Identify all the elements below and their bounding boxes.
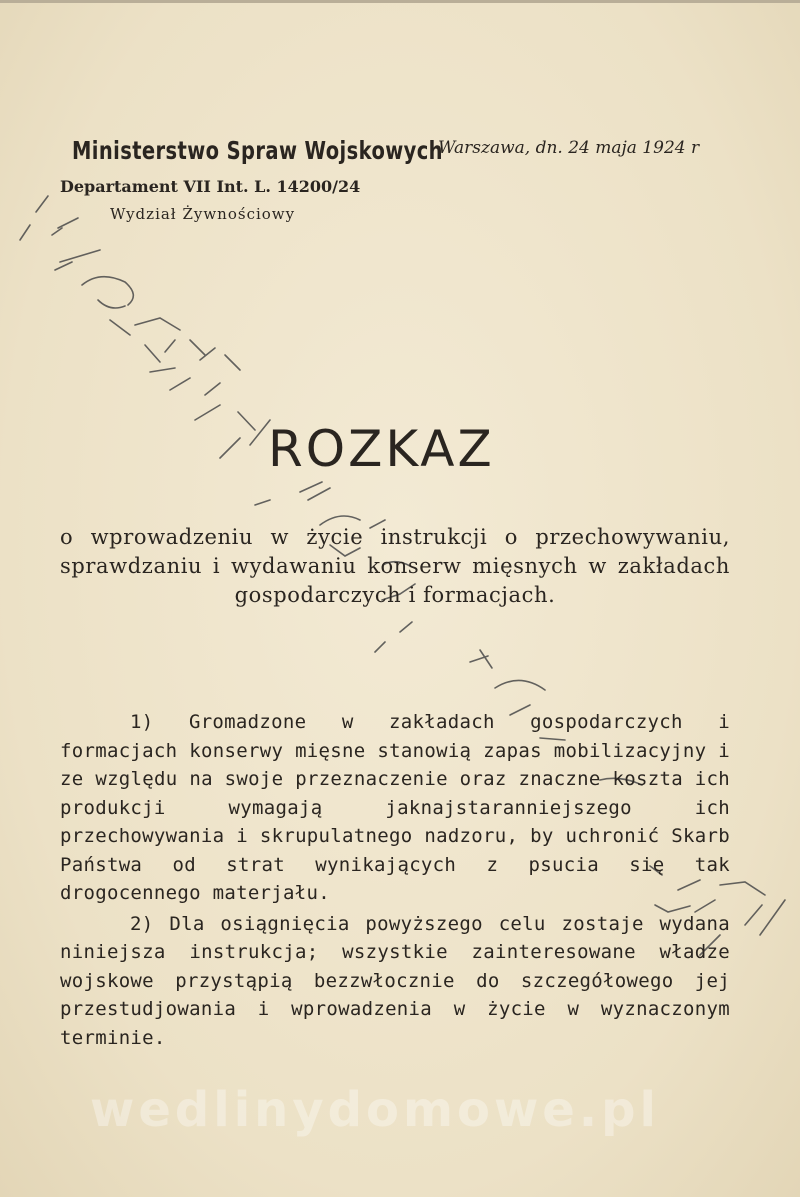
ministry-heading: Ministerstwo Spraw Wojskowych [72, 136, 443, 165]
order-subject: o wprowadzeniu w życie instrukcji o przechowywaniu, sprawdzaniu i wydawaniu konserw mięsnych w zakładach gospodarczych i formacjach. [60, 525, 730, 607]
page-edge-line [0, 0, 800, 3]
department-line: Departament VII Int. L. 14200/24 [60, 177, 361, 196]
document-title: ROZKAZ [268, 420, 495, 478]
place-date-line: Warszawa, dn. 24 maja 1924 r [438, 138, 700, 158]
division-line: Wydział Żywnościowy [110, 205, 296, 223]
site-watermark: wedlinydomowe.pl [90, 1082, 660, 1138]
paragraph-2: 2) Dla osiągnięcia powyższego celu zostaje wydana niniejsza instrukcja; wszystkie zainteresowane władze wojskowe przystąpią bezzwłocznie do szczegółowego jej przestudjowania i wprowadzenia w życie w wyznaczonym terminie. [60, 912, 730, 1049]
order-body [60, 708, 730, 1052]
paragraph-1: 1) Gromadzone w zakładach gospodarczych i formacjach konserwy mięsne stanowią zapas mobilizacyjny i ze względu na swoje przeznaczenie oraz znaczne koszta ich produkcji wymagają jaknajstaranniejszego ich przechowywania i skrupulatnego nadzoru, by uchronić Skarb Państwa od strat wynikających z psucia się tak drogocennego materjału. [60, 711, 730, 904]
